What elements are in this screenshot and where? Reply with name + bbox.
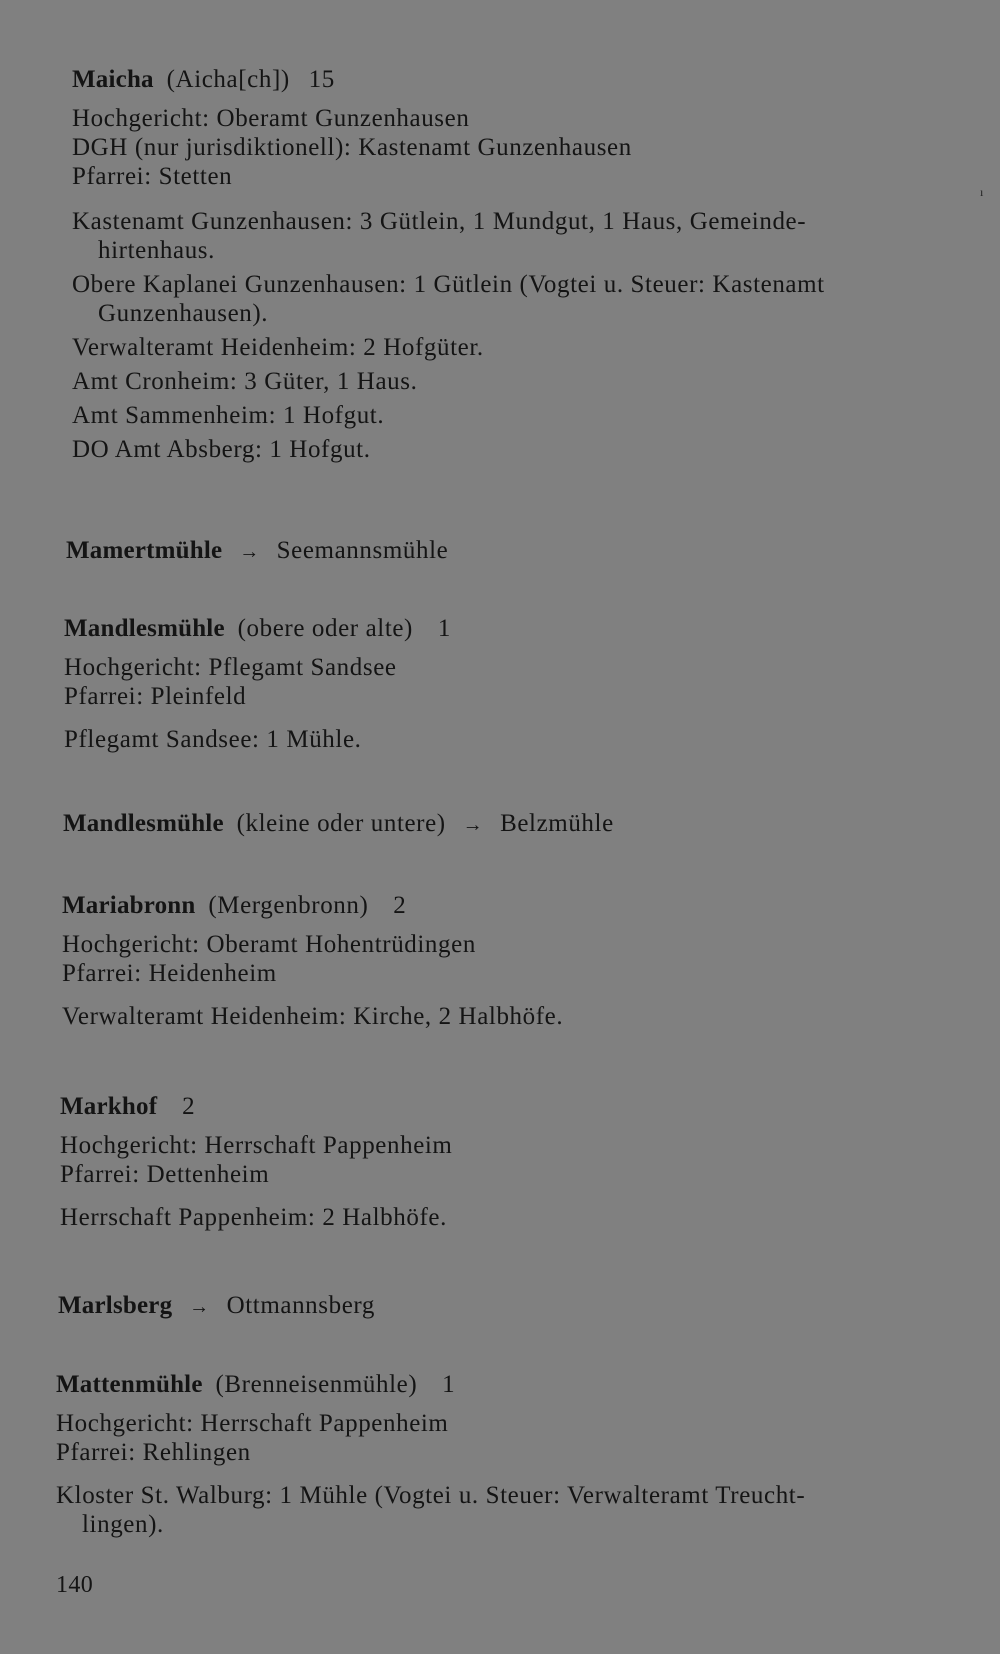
holding-text-continued: hirtenhaus.: [98, 237, 215, 264]
admin-line: Pfarrei: Heidenheim: [62, 960, 277, 987]
entry-mariabronn: [62, 888, 962, 1031]
entry-name: Mattenmühle: [56, 1371, 203, 1398]
admin-line: Hochgericht: Herrschaft Pappenheim: [56, 1410, 449, 1437]
admin-line: Pfarrei: Dettenheim: [60, 1161, 270, 1188]
margin-mark: ı: [980, 185, 984, 199]
holding-item: [72, 333, 972, 362]
holding-text-continued: lingen).: [82, 1511, 164, 1538]
cross-reference-target: Belzmühle: [500, 810, 614, 837]
admin-line: Hochgericht: Pflegamt Sandsee: [64, 654, 397, 681]
admin-line: Pfarrei: Rehlingen: [56, 1439, 251, 1466]
entry-mamertmuehle: [66, 533, 966, 569]
entry-count: 2: [182, 1093, 196, 1120]
entry-count: 15: [308, 66, 335, 93]
entry-name: Maicha: [72, 66, 154, 93]
admin-line: Hochgericht: Herrschaft Pappenheim: [60, 1132, 453, 1159]
entry-count: 2: [393, 892, 407, 919]
holding-item: [72, 367, 972, 396]
admin-line: Hochgericht: Oberamt Hohentrüdingen: [62, 931, 476, 958]
holding-text: Amt Sammenheim: 1 Hofgut.: [72, 402, 385, 429]
cross-reference-arrow: →: [239, 541, 260, 563]
holding-text: Kastenamt Gunzenhausen: 3 Gütlein, 1 Mundgut, 1 Haus, Gemeinde-: [72, 208, 807, 235]
entry-heading: [58, 1288, 958, 1324]
entry-variant: (obere oder alte): [237, 615, 413, 642]
admin-line: Pfarrei: Pleinfeld: [64, 683, 247, 710]
holding-item: [72, 401, 972, 430]
entry-variant: (kleine oder untere): [236, 810, 446, 837]
holding-text: Amt Cronheim: 3 Güter, 1 Haus.: [72, 368, 418, 395]
holding-text-continued: Gunzenhausen).: [98, 300, 269, 327]
entry-mattenmuehle: [56, 1367, 956, 1539]
entry-heading: [66, 533, 966, 569]
entry-name: Markhof: [60, 1093, 158, 1120]
holding-item: [72, 207, 972, 265]
holding-item: [72, 270, 972, 328]
admin-line: Pfarrei: Stetten: [72, 163, 233, 190]
entry-mandlesmuehle-obere: [64, 611, 964, 754]
entry-maicha: [72, 62, 972, 464]
cross-reference-target: Ottmannsberg: [226, 1292, 375, 1319]
admin-line: Hochgericht: Oberamt Gunzenhausen: [72, 105, 470, 132]
holding-text: Verwalteramt Heidenheim: Kirche, 2 Halbhöfe.: [62, 1003, 564, 1030]
entry-name: Mamertmühle: [66, 537, 223, 564]
cross-reference-target: Seemannsmühle: [276, 537, 449, 564]
holding-text: Verwalteramt Heidenheim: 2 Hofgüter.: [72, 334, 484, 361]
holding-item: [64, 725, 964, 754]
entry-marlsberg: [58, 1288, 958, 1324]
entry-name: Mariabronn: [62, 892, 196, 919]
holding-text: Kloster St. Walburg: 1 Mühle (Vogtei u. Steuer: Verwalteramt Treucht-: [56, 1482, 806, 1509]
entry-count: 1: [437, 615, 451, 642]
entry-mandlesmuehle-kleine: [63, 806, 963, 842]
holding-item: [60, 1203, 960, 1232]
entry-heading: [64, 611, 964, 647]
holding-item: [62, 1002, 962, 1031]
holding-text: Obere Kaplanei Gunzenhausen: 1 Gütlein (Vogtei u. Steuer: Kastenamt: [72, 271, 825, 298]
entry-heading: [63, 806, 963, 842]
entry-variant: (Mergenbronn): [208, 892, 369, 919]
holding-text: Pflegamt Sandsee: 1 Mühle.: [64, 726, 362, 753]
holding-text: Herrschaft Pappenheim: 2 Halbhöfe.: [60, 1204, 447, 1231]
entry-heading: [56, 1367, 956, 1403]
entry-name: Marlsberg: [58, 1292, 173, 1319]
entry-variant: (Brenneisenmühle): [215, 1371, 418, 1398]
entry-markhof: [60, 1089, 960, 1232]
entry-name: Mandlesmühle: [63, 810, 224, 837]
holding-item: [72, 435, 972, 464]
entry-heading: [62, 888, 962, 924]
holding-text: DO Amt Absberg: 1 Hofgut.: [72, 436, 371, 463]
holding-item: [56, 1481, 956, 1539]
page-number: 140: [56, 1572, 94, 1598]
admin-line: DGH (nur jurisdiktionell): Kastenamt Gunzenhausen: [72, 134, 632, 161]
entry-name: Mandlesmühle: [64, 615, 225, 642]
entry-heading: [60, 1089, 960, 1125]
entry-heading: [72, 62, 972, 98]
entry-count: 1: [442, 1371, 456, 1398]
entry-variant: (Aicha[ch]): [166, 66, 290, 93]
cross-reference-arrow: →: [462, 814, 484, 836]
cross-reference-arrow: →: [189, 1296, 210, 1318]
